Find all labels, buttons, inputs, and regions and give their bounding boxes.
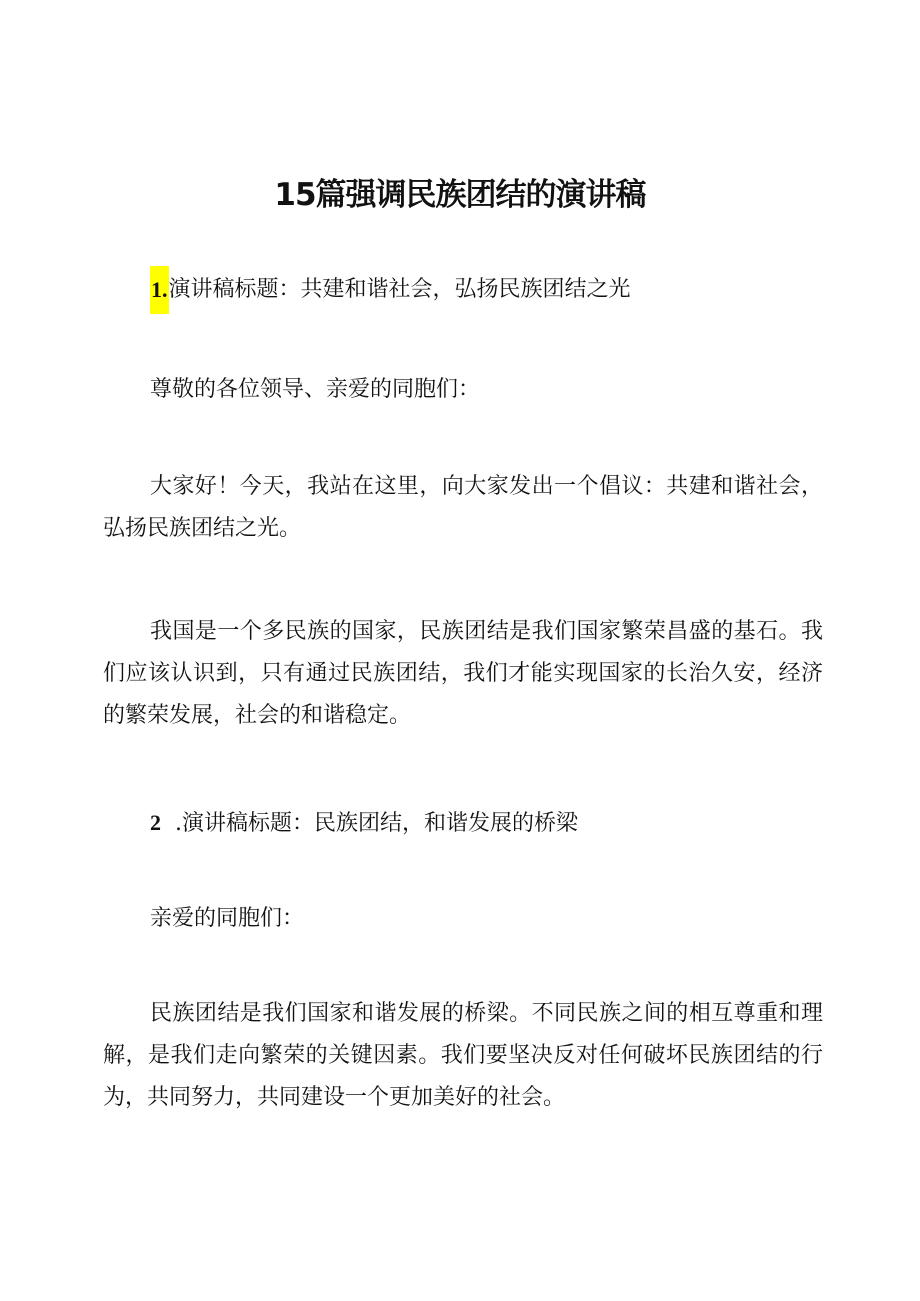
- section-2-number: 2: [150, 810, 161, 835]
- section-2-heading-text: .演讲稿标题：民族团结，和谐发展的桥梁: [175, 811, 578, 836]
- section-1-paragraph-2: 我国是一个多民族的国家，民族团结是我们国家繁荣昌盛的基石。我们应该认识到，只有通过民族团结，我们才能实现国家的长治久安，经济的繁荣发展，社会的和谐稳定。: [103, 619, 823, 728]
- section-2-heading: [150, 806, 850, 841]
- section-1-salutation: 尊敬的各位领导、亲爱的同胞们：: [150, 377, 481, 402]
- section-2-salutation: 亲爱的同胞们：: [150, 906, 305, 931]
- section-2-paragraph-1: 民族团结是我们国家和谐发展的桥梁。不同民族之间的相互尊重和理解，是我们走向繁荣的关键因素。我们要坚决反对任何破坏民族团结的行为，共同努力，共同建设一个更加美好的社会。: [103, 1001, 823, 1110]
- section-1-heading: [150, 266, 850, 314]
- document-title: 15篇强调民族团结的演讲稿: [274, 177, 646, 213]
- section-1-number: 1.: [150, 266, 169, 314]
- section-1-heading-text: 演讲稿标题：共建和谐社会，弘扬民族团结之光: [168, 277, 631, 302]
- section-1-paragraph-1: 大家好！今天，我站在这里，向大家发出一个倡议：共建和谐社会，弘扬民族团结之光。: [103, 474, 823, 541]
